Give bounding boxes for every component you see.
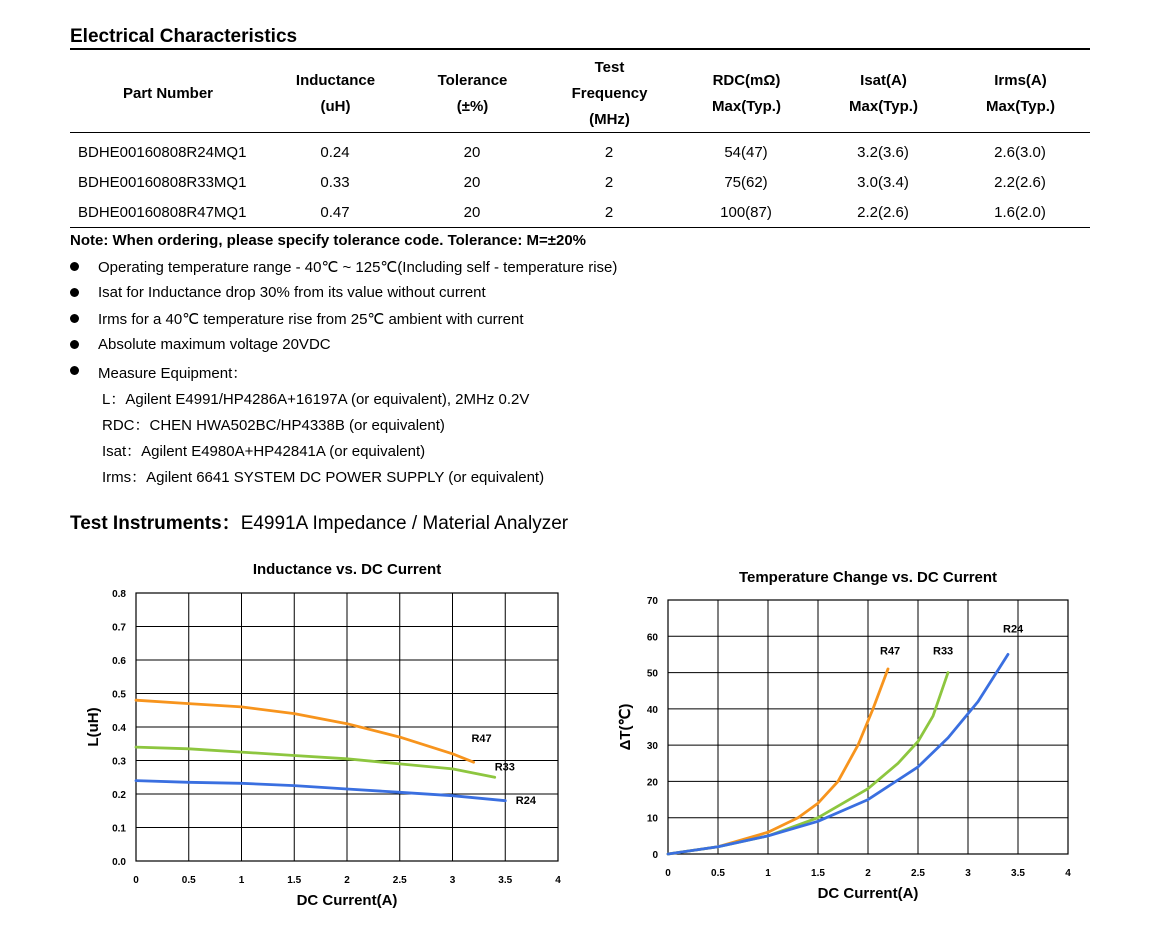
table-cell: 2.2(2.6) [994, 174, 1046, 191]
header-part-number: Part Number [122, 85, 214, 102]
equipment-item: L：Agilent E4991/HP4286A+16197A (or equivalent), 2MHz 0.2V [102, 391, 530, 408]
x-tick-label: 2 [344, 875, 350, 886]
header-test-frequency: Test Frequency (MHz) [571, 59, 648, 128]
header-irms: Irms(A) Max(Typ.) [986, 72, 1055, 115]
y-tick-label: 0.5 [112, 689, 126, 701]
equipment-item: RDC：CHEN HWA502BC/HP4338B (or equivalent) [102, 417, 445, 434]
bullet-dot [70, 314, 79, 323]
x-tick-label: 0 [665, 868, 671, 879]
x-tick-label: 3.5 [1011, 868, 1025, 879]
x-tick-label: 3 [965, 868, 971, 879]
y-tick-label: 0.6 [112, 656, 126, 667]
y-tick-label: 70 [646, 596, 658, 607]
table-cell: 2.2(2.6) [857, 204, 909, 221]
series-line-r24 [668, 654, 1008, 854]
table-cell: 1.6(2.0) [994, 204, 1046, 221]
table-cell: 100(87) [720, 204, 772, 221]
x-tick-label: 0.5 [181, 875, 196, 886]
y-axis-label: ΔT(℃) [617, 703, 634, 751]
x-tick-label: 3 [449, 875, 456, 886]
bullet-dot [70, 340, 79, 349]
series-label: R33 [494, 761, 515, 774]
series-line-r47 [136, 700, 474, 762]
bullet-dot [70, 262, 79, 271]
table-cell: 75(62) [724, 174, 768, 191]
bullet-item: Operating temperature range - 40℃ ~ 125℃(Including self - temperature rise) [98, 259, 618, 276]
equipment-item: Irms：Agilent 6641 SYSTEM DC POWER SUPPLY (or equivalent) [102, 469, 545, 486]
table-cell: 20 [463, 174, 481, 191]
y-tick-label: 0.7 [112, 622, 126, 634]
table-cell: 3.0(3.4) [857, 174, 909, 191]
section-title: Electrical Characteristics [70, 26, 298, 47]
header-tolerance: Tolerance (±%) [437, 72, 508, 115]
x-tick-label: 1.5 [811, 868, 825, 879]
series-label: R47 [880, 645, 901, 658]
y-tick-label: 0.3 [112, 756, 126, 768]
ordering-note: Note: When ordering, please specify tolerance code. Tolerance: M=±20% [70, 232, 587, 249]
temperature-chart [600, 555, 1100, 915]
header-rule [70, 132, 1090, 133]
bullet-item: Isat for Inductance drop 30% from its value without current [98, 284, 486, 301]
y-tick-label: 20 [646, 777, 658, 789]
x-tick-label: 2.5 [392, 875, 407, 886]
series-label: R47 [471, 733, 492, 746]
table-cell: 2.6(3.0) [994, 144, 1046, 161]
y-tick-label: 0 [652, 850, 658, 861]
x-tick-label: 1 [238, 875, 245, 886]
x-tick-label: 4 [555, 875, 561, 886]
x-tick-label: 1.5 [287, 875, 302, 886]
inductance-chart [60, 548, 590, 918]
chart-title: Inductance vs. DC Current [252, 561, 442, 578]
series-line-r33 [668, 673, 948, 854]
series-line-r33 [136, 747, 495, 777]
table-cell: 0.47 [320, 204, 350, 221]
y-tick-label: 0.2 [112, 790, 126, 801]
x-tick-label: 2 [865, 868, 871, 879]
bottom-rule [70, 227, 1090, 228]
x-axis-label: DC Current(A) [817, 885, 919, 902]
y-tick-label: 0.0 [112, 857, 126, 868]
table-cell: 2 [604, 174, 614, 191]
x-tick-label: 0 [133, 875, 139, 886]
bullet-item: Irms for a 40℃ temperature rise from 25℃ ambient with current [98, 311, 524, 328]
table-cell: BDHE00160808R33MQ1 [78, 174, 247, 191]
y-tick-label: 50 [646, 668, 658, 680]
y-tick-label: 60 [646, 632, 658, 644]
x-axis-label: DC Current(A) [296, 892, 398, 909]
header-isat: Isat(A) Max(Typ.) [849, 72, 918, 115]
bullet-dot [70, 366, 79, 375]
test-instruments-label: Test Instruments： [70, 513, 241, 534]
chart-title: Temperature Change vs. DC Current [738, 569, 998, 586]
x-tick-label: 0.5 [711, 868, 725, 879]
header-rdc: RDC(mΩ) Max(Typ.) [712, 72, 781, 115]
bullet-item: Absolute maximum voltage 20VDC [98, 336, 331, 353]
series-line-r47 [668, 669, 888, 854]
x-tick-label: 4 [1065, 868, 1071, 879]
x-tick-label: 2.5 [911, 868, 925, 879]
test-instruments-value: E4991A Impedance / Material Analyzer [240, 513, 569, 534]
table-cell: BDHE00160808R24MQ1 [78, 144, 247, 161]
table-cell: 2 [604, 204, 614, 221]
y-tick-label: 30 [646, 741, 658, 753]
y-tick-label: 0.8 [112, 589, 126, 600]
table-cell: 20 [463, 144, 481, 161]
y-axis-label: L(uH) [85, 707, 102, 747]
top-rule [70, 48, 1090, 50]
bullet-dot [70, 288, 79, 297]
series-line-r24 [136, 781, 505, 801]
x-tick-label: 1 [765, 868, 771, 879]
series-label: R33 [933, 645, 954, 658]
table-cell: BDHE00160808R47MQ1 [78, 204, 247, 221]
series-label: R24 [1003, 623, 1024, 636]
equipment-item: Isat：Agilent E4980A+HP42841A (or equivalent) [102, 443, 426, 460]
bullet-item: Measure Equipment： [98, 365, 248, 382]
table-cell: 54(47) [724, 144, 768, 161]
y-tick-label: 0.4 [112, 723, 126, 734]
table-cell: 2 [604, 144, 614, 161]
header-inductance: Inductance (uH) [295, 72, 376, 115]
table-cell: 20 [463, 204, 481, 221]
y-tick-label: 40 [646, 704, 658, 716]
y-tick-label: 10 [646, 813, 658, 825]
y-tick-label: 0.1 [112, 823, 126, 835]
series-label: R24 [515, 795, 536, 808]
table-cell: 0.33 [320, 174, 350, 191]
table-cell: 0.24 [320, 144, 350, 161]
table-cell: 3.2(3.6) [857, 144, 909, 161]
x-tick-label: 3.5 [498, 875, 513, 886]
test-instruments [70, 508, 568, 535]
